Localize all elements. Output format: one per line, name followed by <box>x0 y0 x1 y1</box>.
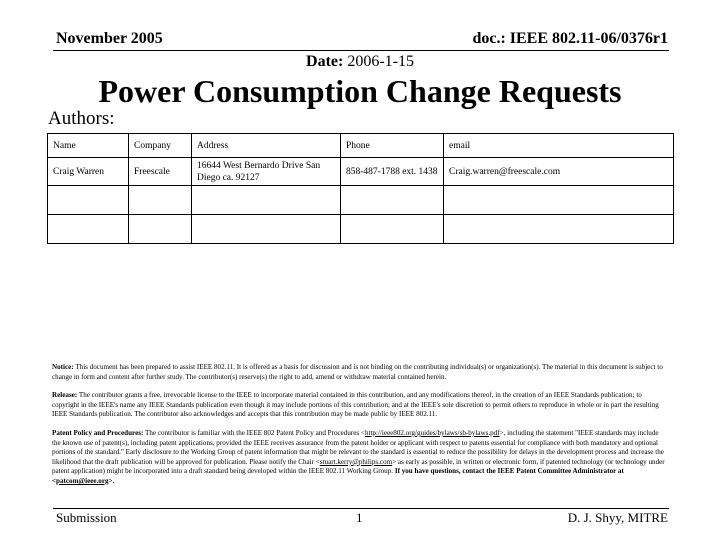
notice-text: This document has been prepared to assist IEEE 802.11. It is offered as a basis for discussion and is not binding on the contributing individual(s) or organization(s). The material in this document is subject to change in form and content after further study. The contributor(s) reserve(s) the right to add, amend or withdraw material contained herein. <box>52 363 663 381</box>
footer-author: D. J. Shyy, MITRE <box>567 510 668 525</box>
col-header-email: email <box>444 134 674 158</box>
release-label: Release: <box>52 391 78 400</box>
col-header-name: Name <box>48 134 129 158</box>
patent-label: Patent Policy and Procedures: <box>52 428 144 437</box>
table-row <box>48 186 674 215</box>
table-row <box>48 158 674 186</box>
cell-address: 16644 West Bernardo Drive San Diego ca. 92127 <box>192 158 341 186</box>
cell-name <box>48 215 129 244</box>
patent-contact-text: If you have questions, contact the IEEE Patent Committee Administrator at < <box>52 467 624 485</box>
cell-phone <box>341 186 444 215</box>
header-date: November 2005 <box>56 30 163 47</box>
cell-company: Freescale <box>129 158 192 186</box>
footer-submission: Submission <box>56 510 117 525</box>
notice-paragraph <box>52 363 668 382</box>
patent-paragraph <box>52 429 668 487</box>
chair-email-link[interactable]: stuart.kerry@philips.com <box>319 457 393 466</box>
patent-text-3: > as early as possible, in written or electronic form, if patented technology (or technology under patent application) might be incorporated into a draft standard being developed within the IEEE 802.11 Working Group. <box>52 457 665 476</box>
cell-phone: 858-487-1788 ext. 1438 <box>341 158 444 186</box>
table-row <box>48 215 674 244</box>
document-date <box>0 53 720 71</box>
cell-email: Craig.warren@freescale.com <box>444 158 674 186</box>
footer-divider <box>53 508 669 509</box>
notice-label: Notice: <box>52 363 74 371</box>
col-header-address: Address <box>192 134 341 158</box>
cell-company <box>129 215 192 244</box>
page-number: 1 <box>356 510 363 525</box>
patent-text-2: >, including the statement "IEEE standards may include the known use of patent(s), including patent applications, provided the IEEE receives assurance from the patent holder or applicant with respect to patents essential for compliance with both mandatory and optional portions of the standard." Early disclosure to the Working Group of patent information that might be relevant to the standard is essential to reduce the possibility for delays in the development process and increase the likelihood that the draft publication will be approved for publication. Please notify the Chair < <box>52 428 664 466</box>
header-doc-id: doc.: IEEE 802.11-06/0376r1 <box>472 30 668 47</box>
cell-email <box>444 186 674 215</box>
slide-title: Power Consumption Change Requests <box>98 73 622 109</box>
cell-name <box>48 186 129 215</box>
cell-address <box>192 215 341 244</box>
table-header-row <box>48 134 674 158</box>
patent-policy-link[interactable]: http://ieee802.org/guides/bylaws/sb-bylaws.pdf <box>364 428 500 437</box>
cell-email <box>444 215 674 244</box>
cell-name: Craig Warren <box>48 158 129 186</box>
cell-company <box>129 186 192 215</box>
patent-end: >. <box>108 476 115 485</box>
admin-email-link[interactable]: patcom@ieee.org <box>56 476 109 485</box>
authors-table <box>47 133 674 244</box>
cell-phone <box>341 215 444 244</box>
legal-notice <box>52 363 668 496</box>
authors-label: Authors: <box>48 108 115 129</box>
col-header-company: Company <box>129 134 192 158</box>
date-value: 2006-1-15 <box>347 53 414 70</box>
date-label: Date: <box>306 53 344 70</box>
release-paragraph <box>52 391 668 420</box>
header-divider <box>53 50 669 51</box>
col-header-phone: Phone <box>341 134 444 158</box>
cell-address <box>192 186 341 215</box>
patent-text-1: The contributor is familiar with the IEEE 802 Patent Policy and Procedures < <box>145 428 365 437</box>
release-text: The contributor grants a free, irrevocable license to the IEEE to incorporate material contained in this contribution, and any modifications thereof, in the creation of an IEEE Standards publication; to copyright in the IEEE's name any IEEE Standards publication even though it may include portions of this contribution; and at the IEEE's sole discretion to permit others to reproduce in whole or in part the resulting IEEE Standards publication. The contributor also acknowledges and accepts that this contribution may be made public by IEEE 802.11. <box>52 391 659 419</box>
